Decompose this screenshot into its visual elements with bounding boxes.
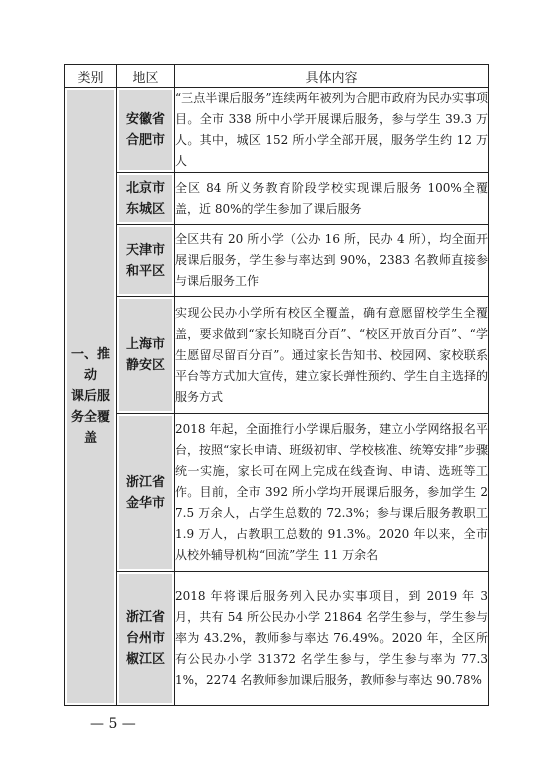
region-cell [117, 572, 175, 706]
policy-table [64, 64, 489, 706]
table-row [65, 88, 489, 173]
content-cell: 全区 84 所义务教育阶段学校实现课后服务 100%全覆盖，近 80%的学生参加了课后服务 [175, 173, 489, 225]
table-row [65, 414, 489, 572]
region-line: 浙江省 [125, 610, 165, 625]
region-cell [117, 88, 175, 173]
header-content: 具体内容 [175, 65, 489, 88]
region-cell [117, 297, 175, 414]
content-cell: 2018 年将课后服务列入民办实事项目，到 2019 年 3 月，共有 54 所公民办小学 21864 名学生参与，学生参与率为 43.2%，教师参与率达 76.49%。2020 年，全区所有公民办小学 31372 名学生参与，学生参与率为 77.31%，2274 名教师参加课后服务，教师参与率达 90.78% [175, 572, 489, 706]
table-row [65, 225, 489, 297]
region-cell [117, 225, 175, 297]
page-number: — 5 — [90, 716, 136, 732]
region-line: 椒江区 [125, 652, 165, 667]
content-cell: 2018 年起，全面推行小学课后服务，建立小学网络报名平台，按照“家长申请、班级初审、学校核准、统筹安排”步骤统一实施，家长可在网上完成在线查询、申请、选班等工作。目前，全市 392 所小学均开展课后服务，参加学生 27.5 万余人，占学生总数的 72.3%；参与课后服务教职工 1.9 万人，占教职工总数的 91.3%。2020 年以来，全市从校外辅导机构“回流”学生 11 万余名 [175, 414, 489, 572]
region-line: 和平区 [125, 263, 165, 279]
category-line: 务全覆 [70, 410, 110, 425]
table-row [65, 297, 489, 414]
region-line: 静安区 [125, 358, 165, 373]
category-line: 盖 [83, 431, 97, 446]
region-line: 上海市 [125, 337, 165, 352]
table-row [65, 572, 489, 706]
region-line: 浙江省 [125, 474, 165, 490]
region-line: 天津市 [125, 242, 165, 258]
region-cell [117, 414, 175, 572]
category-cell [65, 88, 117, 706]
table-row [65, 173, 489, 225]
category-line: 课后服 [70, 389, 110, 404]
region-cell [117, 173, 175, 225]
region-line: 金华市 [125, 495, 165, 511]
region-line: 合肥市 [125, 133, 165, 148]
region-line: 北京市 [125, 180, 165, 196]
content-cell: 实现公民办小学所有校区全覆盖，确有意愿留校学生全覆盖，要求做到“家长知晓百分百”、“校区开放百分百”、“学生愿留尽留百分百”。通过家长告知书、校园网、家校联系平台等方式加大宣传，建立家长弹性预约、学生自主选择的服务方式 [175, 297, 489, 414]
region-line: 安徽省 [125, 112, 165, 127]
content-cell: 全区共有 20 所小学（公办 16 所，民办 4 所），均全面开展课后服务，学生参与率达到 90%，2383 名教师直接参与课后服务工作 [175, 225, 489, 297]
table-header-row [65, 65, 489, 88]
region-line: 东城区 [125, 201, 165, 217]
header-region: 地区 [117, 65, 175, 88]
header-category: 类别 [65, 65, 117, 88]
content-cell: “三点半课后服务”连续两年被列为合肥市政府为民办实事项目。全市 338 所中小学开展课后服务，参与学生 39.3 万人。其中，城区 152 所小学全部开展，服务学生约 12 万人 [175, 88, 489, 173]
region-line: 台州市 [125, 631, 165, 646]
category-line: 一、推动 [70, 347, 110, 383]
